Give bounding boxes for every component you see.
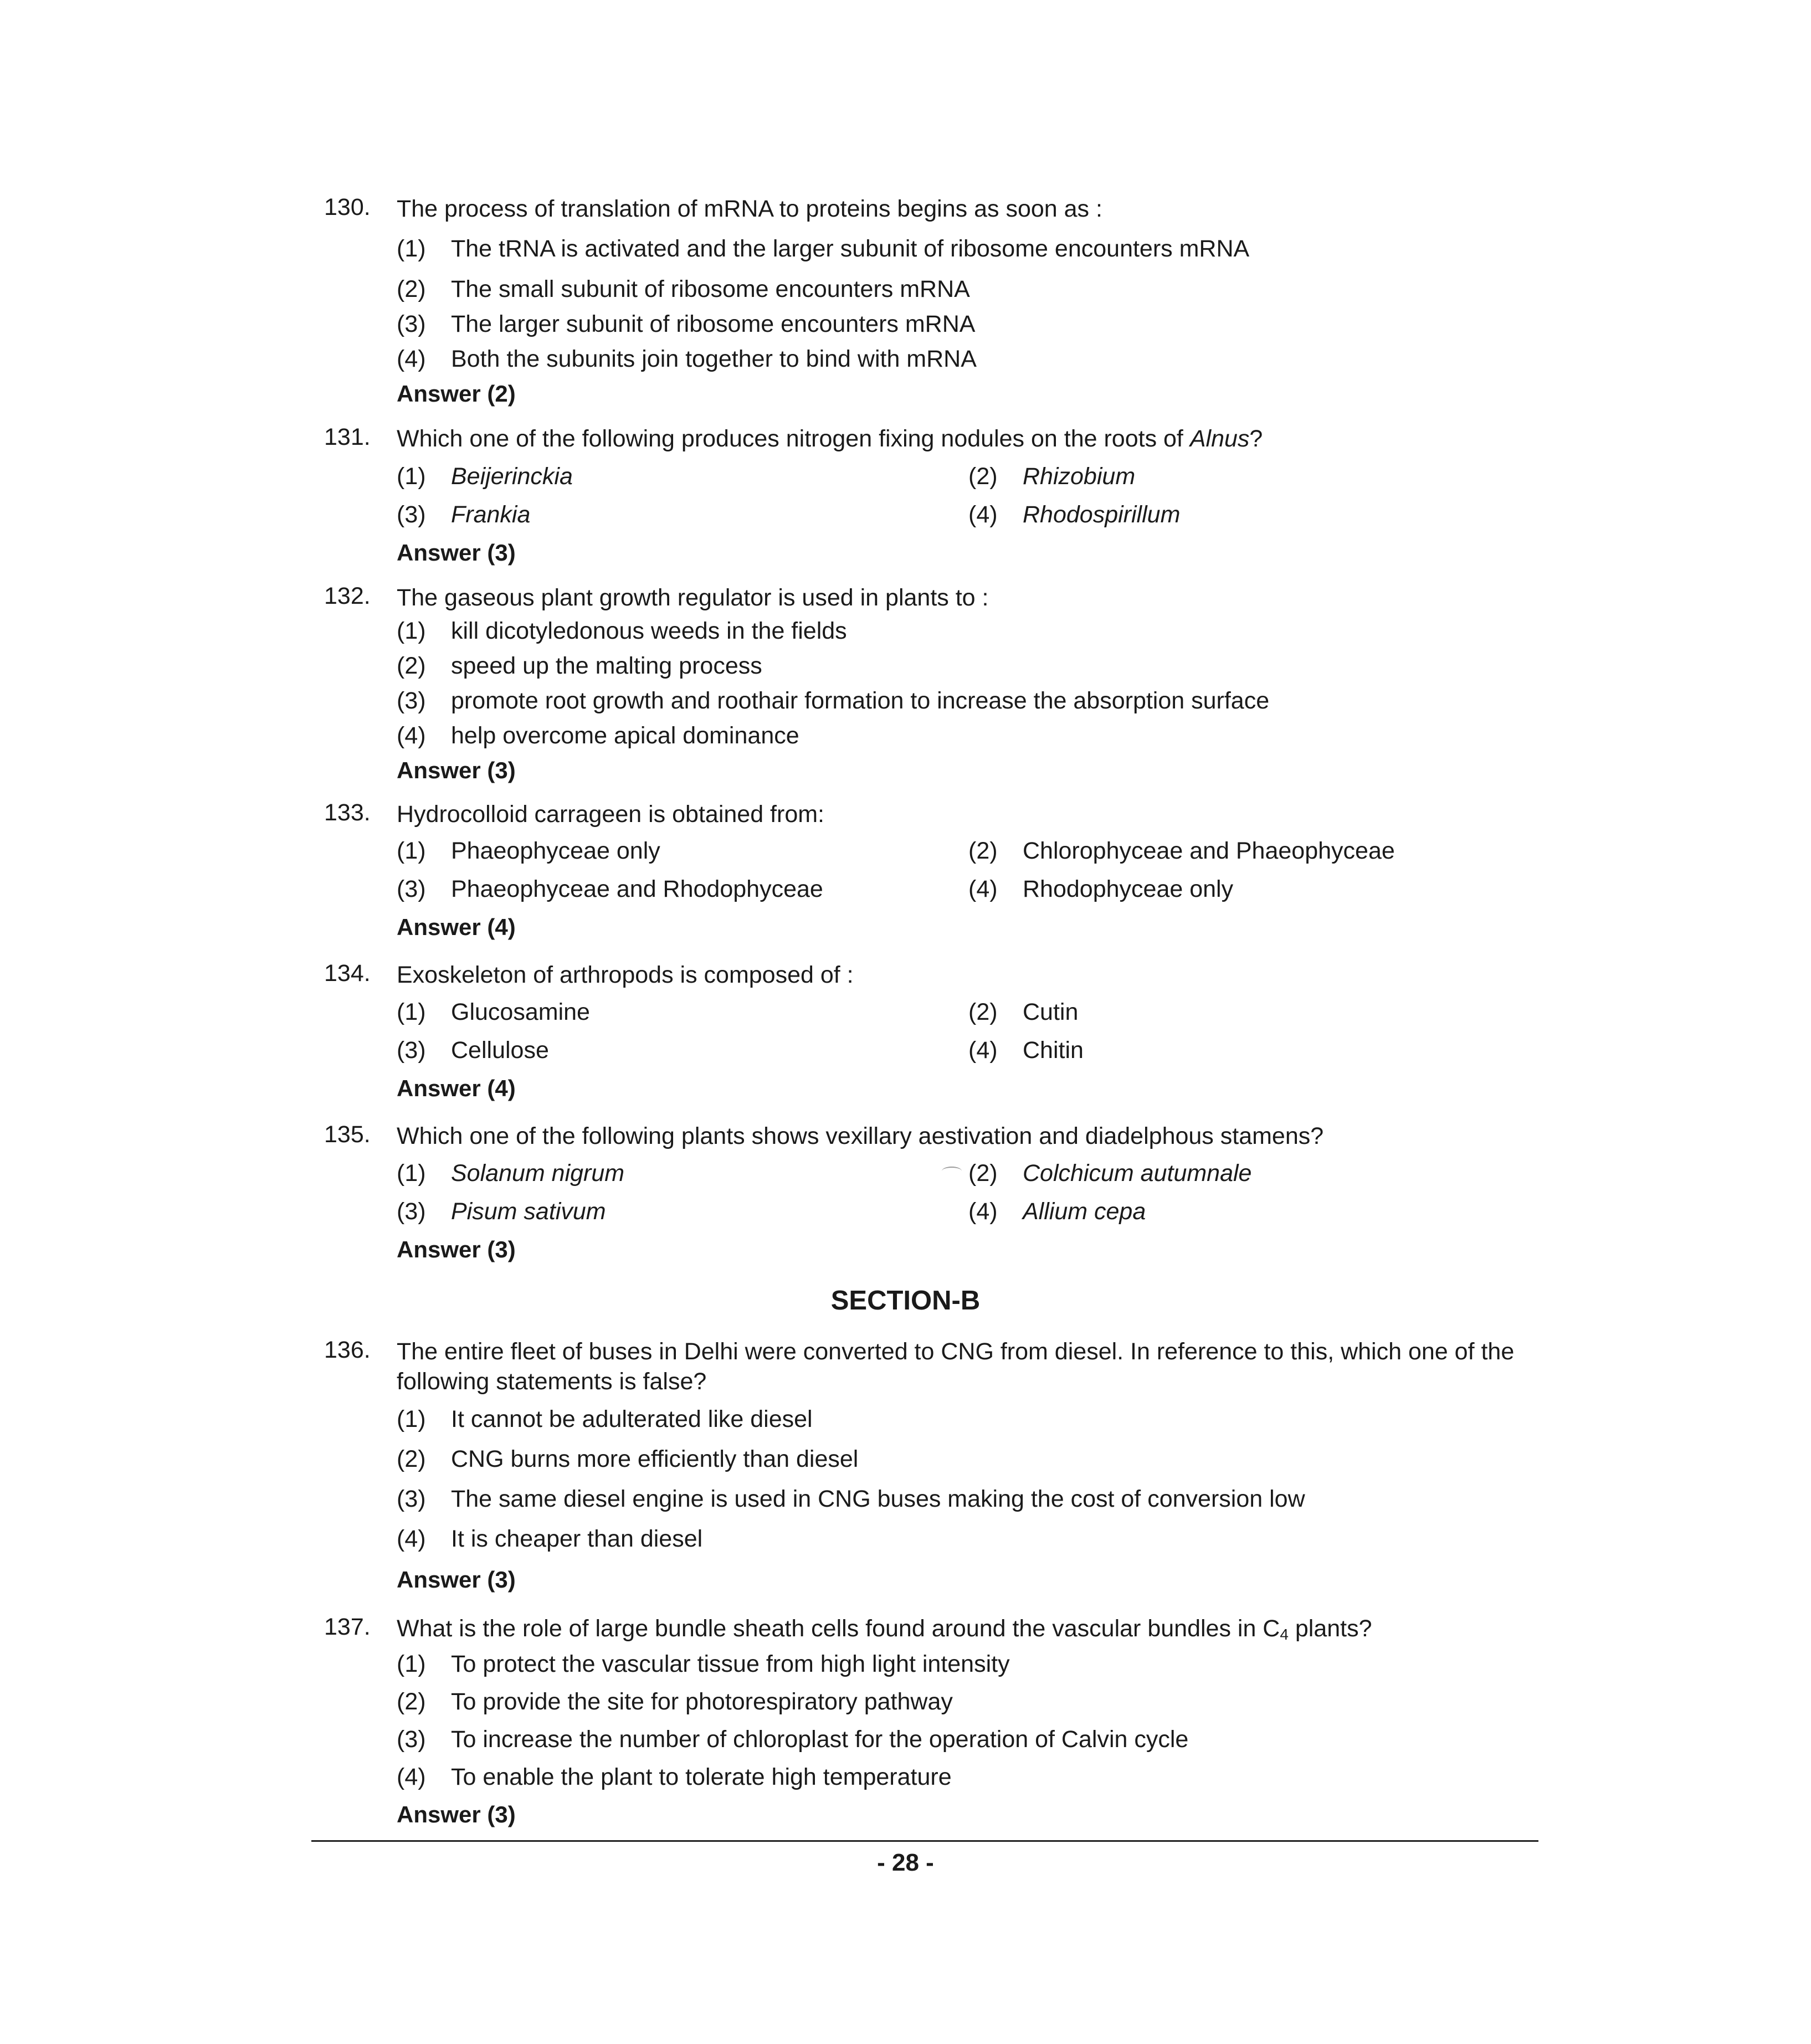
option-text: It is cheaper than diesel: [451, 1526, 703, 1552]
option-text: Cellulose: [451, 1037, 549, 1064]
option: [397, 1037, 549, 1064]
option: [397, 1160, 624, 1187]
option-number: (4): [397, 346, 426, 372]
option-number: (1): [397, 1406, 426, 1432]
option-text: Solanum nigrum: [451, 1160, 625, 1187]
option-text: To enable the plant to tolerate high temperature: [451, 1764, 952, 1790]
option-number: (3): [397, 501, 426, 528]
option-text: To increase the number of chloroplast for the operation of Calvin cycle: [451, 1726, 1189, 1753]
option: [397, 876, 823, 903]
option-text: Pisum sativum: [451, 1198, 606, 1225]
option: [397, 687, 1269, 715]
option-number: (3): [397, 311, 426, 337]
option-number: (1): [397, 1651, 426, 1677]
option-number: (3): [397, 1037, 426, 1064]
answer-label: Answer (4): [397, 914, 516, 940]
option: [397, 999, 590, 1026]
option-text: The larger subunit of ribosome encounters mRNA: [451, 311, 976, 337]
option-number: (4): [968, 501, 998, 528]
option-number: (2): [397, 653, 426, 679]
option-number: (1): [397, 235, 426, 262]
answer-label: Answer (3): [397, 540, 516, 566]
option-text: help overcome apical dominance: [451, 722, 799, 749]
option-text: The small subunit of ribosome encounters mRNA: [451, 276, 970, 302]
option: [397, 1726, 1188, 1753]
option: [397, 346, 977, 373]
option-number: (3): [397, 1198, 426, 1225]
option-text: The same diesel engine is used in CNG buses making the cost of conversion low: [451, 1486, 1305, 1512]
option: [397, 618, 847, 645]
option-text: Beijerinckia: [451, 463, 573, 490]
question-number: 130.: [324, 194, 371, 220]
question-text-italic: Alnus: [1189, 425, 1250, 452]
answer-label: Answer (2): [397, 381, 516, 407]
option-number: (2): [397, 276, 426, 302]
option: [968, 501, 1180, 528]
option-text: To protect the vascular tissue from high light intensity: [451, 1651, 1010, 1677]
question-text: Exoskeleton of arthropods is composed of :: [397, 962, 854, 988]
question-number: 133.: [324, 799, 371, 826]
option: [397, 1764, 952, 1791]
option-text: CNG burns more efficiently than diesel: [451, 1446, 859, 1472]
option-text: Chlorophyceae and Phaeophyceae: [1023, 838, 1395, 864]
option-text: speed up the malting process: [451, 653, 762, 679]
option-text: Both the subunits join together to bind with mRNA: [451, 346, 977, 372]
answer-label: Answer (3): [397, 757, 516, 783]
option-text: Cutin: [1023, 999, 1079, 1025]
option-number: (4): [968, 876, 998, 902]
option-text: Rhodophyceae only: [1023, 876, 1234, 902]
option: [397, 838, 660, 865]
question-text: [397, 1614, 1538, 1650]
question-number: 135.: [324, 1121, 371, 1148]
option-text: Rhodospirillum: [1023, 501, 1181, 528]
question-text-main: What is the role of large bundle sheath cells found around the vascular bundles in C: [397, 1615, 1280, 1642]
option: [397, 1688, 953, 1716]
question-number: 136.: [324, 1337, 371, 1363]
answer-label: Answer (3): [397, 1801, 516, 1827]
option-text: Phaeophyceae and Rhodophyceae: [451, 876, 823, 902]
option: [968, 999, 1078, 1026]
option-number: (2): [397, 1688, 426, 1715]
option: [397, 1526, 702, 1553]
option-number: (1): [397, 463, 426, 490]
option: [397, 235, 1249, 263]
question-text-subscript: 4: [1280, 1626, 1289, 1643]
option: [968, 876, 1233, 903]
option: [397, 501, 530, 528]
option-number: (3): [397, 876, 426, 902]
option-text: Glucosamine: [451, 999, 590, 1025]
option-number: (1): [397, 838, 426, 864]
section-heading: SECTION-B: [830, 1286, 981, 1316]
option: [397, 1446, 858, 1473]
question-number: 134.: [324, 960, 371, 987]
question-number: 132.: [324, 583, 371, 609]
option: [968, 838, 1395, 865]
option: [397, 653, 762, 680]
option-number: (3): [397, 687, 426, 714]
answer-label: Answer (4): [397, 1075, 516, 1101]
option-text: To provide the site for photorespiratory pathway: [451, 1688, 953, 1715]
option-text: Frankia: [451, 501, 531, 528]
option: [397, 276, 970, 303]
option: [968, 463, 1135, 490]
question-number: 137.: [324, 1614, 371, 1640]
answer-label: Answer (3): [397, 1567, 516, 1593]
option-number: (2): [968, 999, 998, 1025]
option: [397, 1651, 1010, 1678]
option-number: (4): [397, 722, 426, 749]
option-text: Phaeophyceae only: [451, 838, 660, 864]
option: [397, 311, 975, 338]
option-number: (4): [968, 1037, 998, 1064]
option-number: (2): [968, 1160, 998, 1187]
option-number: (2): [397, 1446, 426, 1472]
option-number: (4): [397, 1764, 426, 1790]
answer-label: Answer (3): [397, 1236, 516, 1262]
option: [397, 1406, 813, 1433]
option-text: Colchicum autumnale: [1023, 1160, 1252, 1187]
question-text: Which one of the following plants shows vexillary aestivation and diadelphous stamens?: [397, 1123, 1324, 1149]
question-text-end: plants?: [1288, 1615, 1372, 1642]
option-text: promote root growth and roothair formation to increase the absorption surface: [451, 687, 1270, 714]
question-number: 131.: [324, 424, 371, 450]
question-text-end: ?: [1249, 425, 1263, 452]
option-number: (1): [397, 1160, 426, 1187]
option-text: Chitin: [1023, 1037, 1084, 1064]
question-text-main: Which one of the following produces nitrogen fixing nodules on the roots of: [397, 425, 1190, 452]
option: [397, 1198, 606, 1225]
question-text: The process of translation of mRNA to proteins begins as soon as :: [397, 196, 1102, 222]
option: [397, 463, 573, 490]
option-number: (4): [968, 1198, 998, 1225]
option-text: The tRNA is activated and the larger subunit of ribosome encounters mRNA: [451, 235, 1250, 262]
option-number: (4): [397, 1526, 426, 1552]
footer-divider: [311, 1840, 1538, 1842]
option: [397, 722, 799, 749]
option: [397, 1486, 1305, 1513]
option-text: Allium cepa: [1023, 1198, 1146, 1225]
option: [968, 1037, 1084, 1064]
option-text: It cannot be adulterated like diesel: [451, 1406, 813, 1432]
option: [968, 1160, 1251, 1187]
option-text: Rhizobium: [1023, 463, 1136, 490]
question-text: The gaseous plant growth regulator is used in plants to :: [397, 584, 989, 611]
option-number: (1): [397, 618, 426, 644]
question-text: The entire fleet of buses in Delhi were converted to CNG from diesel. In reference to this, which one of the following statements is false?: [397, 1338, 1515, 1395]
option-number: (3): [397, 1486, 426, 1512]
option: [968, 1198, 1146, 1225]
page-number: - 28 -: [877, 1849, 934, 1876]
option-number: (1): [397, 999, 426, 1025]
question-text: Hydrocolloid carrageen is obtained from:: [397, 801, 825, 828]
question-text: [397, 424, 1538, 454]
option-number: (2): [968, 838, 998, 864]
option-text: kill dicotyledonous weeds in the fields: [451, 618, 847, 644]
option-number: (3): [397, 1726, 426, 1753]
stray-pen-mark: [942, 1167, 962, 1175]
option-number: (2): [968, 463, 998, 490]
